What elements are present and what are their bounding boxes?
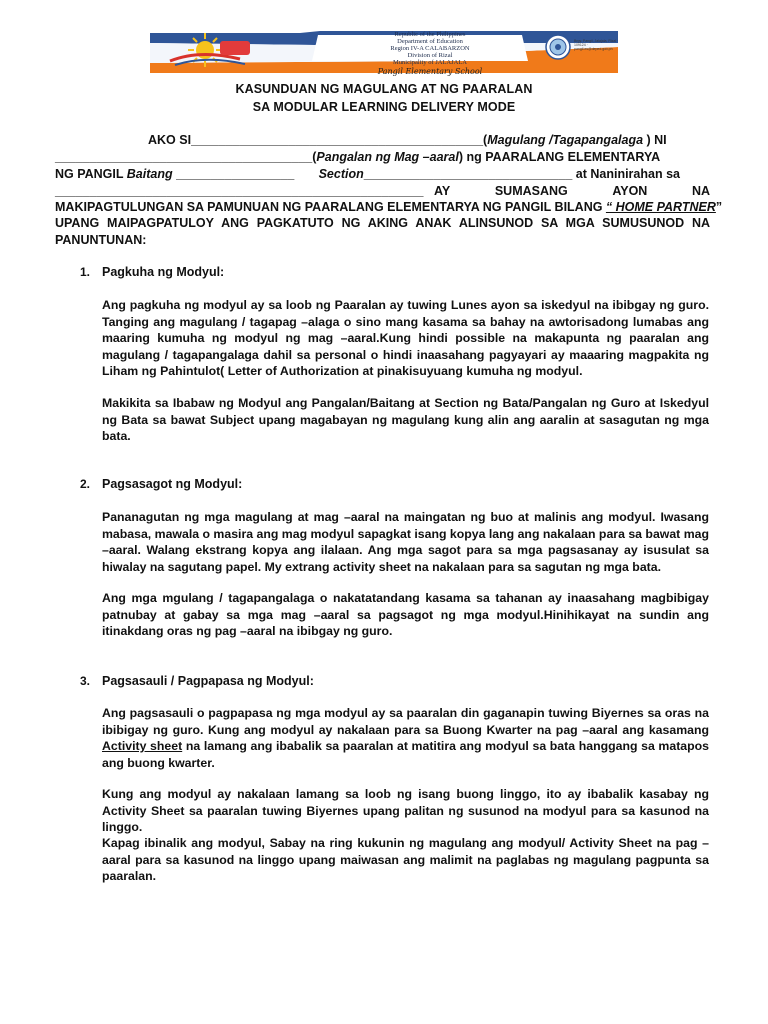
section-1-paragraph-2: Makikita sa Ibabaw ng Modyul ang Pangalan/Baitang at Section ng Bata/Pangalan ng Guro at Iskedyul ng Bata sa bawat Subject upang magabayan ng magulang kung alin ang aaralin at sasagutan ng mga bata. [102,396,709,443]
section-2-paragraph-2: Ang mga mgulang / tagapangalaga o nakatatandang kasama sa tahanan ay inaasahang magbibigay patnubay at gabay sa mga mag –aaral sa pagsagot ng mga modyul.Hinihikayat na sundin ang itinakdang oras ng pag –aaral na ibibgay ng guro. [102,591,709,638]
section-3-number: 3. [80,674,91,688]
section-2-number: 2. [80,477,91,491]
section-3-paragraph-1: Ang pagsasauli o pagpapasa ng mga modyul ay sa paaralan din gaganapin tuwing Biyernes sa oras na ibibigay ng guro. Kung ang modyul ay nakalaan para sa Buong Kwarter na pag –aaral ang kasamang Activity sheet na lamang ang ibabalik sa paaralan at matitira ang modyul sa bata hanggang sa matapos ang buong kwarter. [102,706,709,770]
intro-line-4-words: AY SUMASANG AYON NA [434,184,710,198]
intro-line-2: _____________________________________(Pangalan ng Mag –aaral) ng PAARALANG ELEMENTARYA [55,150,661,164]
intro-line-3: NG PANGIL Baitang _________________ Section______________________________ at Naninirahan sa [55,167,680,181]
ako-si-text: AKO SI [148,133,192,147]
intro-line-7: PANUNTUNAN: [55,233,147,247]
student-name-blank: _____________________________________ [55,150,313,164]
baitang-blank: _________________ [172,167,295,181]
address-blank: _____________________________________________________ [55,184,424,198]
school-name: Pangil Elementary School [377,67,483,76]
document-title-line-2: SA MODULAR LEARNING DELIVERY MODE [252,100,516,114]
intro-line-6: UPANG MAIPAGPATULOY ANG PAGKATUTO NG AKING ANAK ALINSUNOD SA MGA SUMUSUNOD NA [55,216,710,230]
school-seal-icon [545,34,571,60]
section-label: Section [318,167,364,181]
guardian-label: Magulang /Tagapangalaga [487,133,644,147]
guardian-name-blank: __________________________________________ [191,133,484,147]
republic-text: Republic of the Philippines [394,31,466,38]
sun-logo-icon [150,31,270,69]
department-text: Department of Education [397,38,463,45]
section-3-paragraph-3: Kapag ibinalik ang modyul, Sabay na ring kukunin ng magulang ang modyul/ Activity Sheet na pag –aaral para sa kasunod na linggo upang maiwasan ang malimit na paglabas ng magulang pagpunta sa paaralan. [102,836,709,883]
division-text: Division of Rizal [407,52,453,59]
section-1-number: 1. [80,265,91,279]
section-2-paragraph-1: Pananagutan ng mga magulang at mag –aaral na maingatan ng buo at malinis ang modyul. Iwasang mabasa, mawala o masira ang mag modyul sapagkat isang kopya lang ang nakalaan para sa bawat mag –aaral. Walang ekstrang kopya ang ilalaan. Ang mga sagot para sa mga pagsasanay ay isusulat sa hiwalay na sagutang papel. My extrang activity sheet na nakalaan para sa sagutan ng mga bata. [102,510,709,574]
intro-line-4 [55,183,710,199]
intro-line-5: MAKIPAGTULUNGAN SA PAMUNUAN NG PAARALANG ELEMENTARYA NG PANGIL BILANG “ HOME PARTNER” [55,200,723,214]
banner-text [335,31,525,77]
contact-info: Brgy. Pangil, Jalajala, Rizal · 109124 · pangil.es@deped.gov.ph [574,39,619,51]
section-blank: ______________________________ [363,167,573,181]
home-partner-text: “ HOME PARTNER [605,200,716,214]
section-1-heading: Pagkuha ng Modyul: [102,265,225,279]
header-banner [150,29,619,76]
intro-line-1: AKO SI__________________________________________(Magulang /Tagapangalaga ) NI [148,133,667,147]
document-title-line-1: KASUNDUAN NG MAGULANG AT NG PAARALAN [235,82,533,96]
section-3-heading: Pagsasauli / Pagpapasa ng Modyul: [102,674,314,688]
section-3-paragraph-2: Kung ang modyul ay nakalaan lamang sa loob ng isang buong linggo, ito ay ibabalik kasabay ng Activity Sheet sa paaralan tuwing Biyernes upang palitan ng susunod na modyul para sa kasunod na linggo. [102,787,709,834]
municipality-text: Municipality of JALAJALA [392,59,468,66]
section-1-paragraph-1: Ang pagkuha ng modyul ay sa loob ng Paaralan ay tuwing Lunes ayon sa iskedyul na ibibgay ng guro. Tanging ang magulang / tagapag –alaga o sino mang kasama sa bahay na awtorisadong lumabas ang maaring kumuha ng modyul ng mag –aaral.Kung hindi possible na makapunta ng paaralan ang magulang / tagapangalaga dahil sa personal o hindi inaasahang pagyayari ay maaaring magpakita ng Liham ng Pahintulot( Letter of Authorization at pinakisuyuang kumuha ng modyul. [102,298,709,378]
baitang-label: Baitang [126,167,173,181]
student-label: Pangalan ng Mag –aaral [316,150,459,164]
section-2-heading: Pagsasagot ng Modyul: [102,477,243,491]
region-text: Region IV-A CALABARZON [390,45,470,52]
activity-sheet-text: Activity sheet [102,739,183,753]
